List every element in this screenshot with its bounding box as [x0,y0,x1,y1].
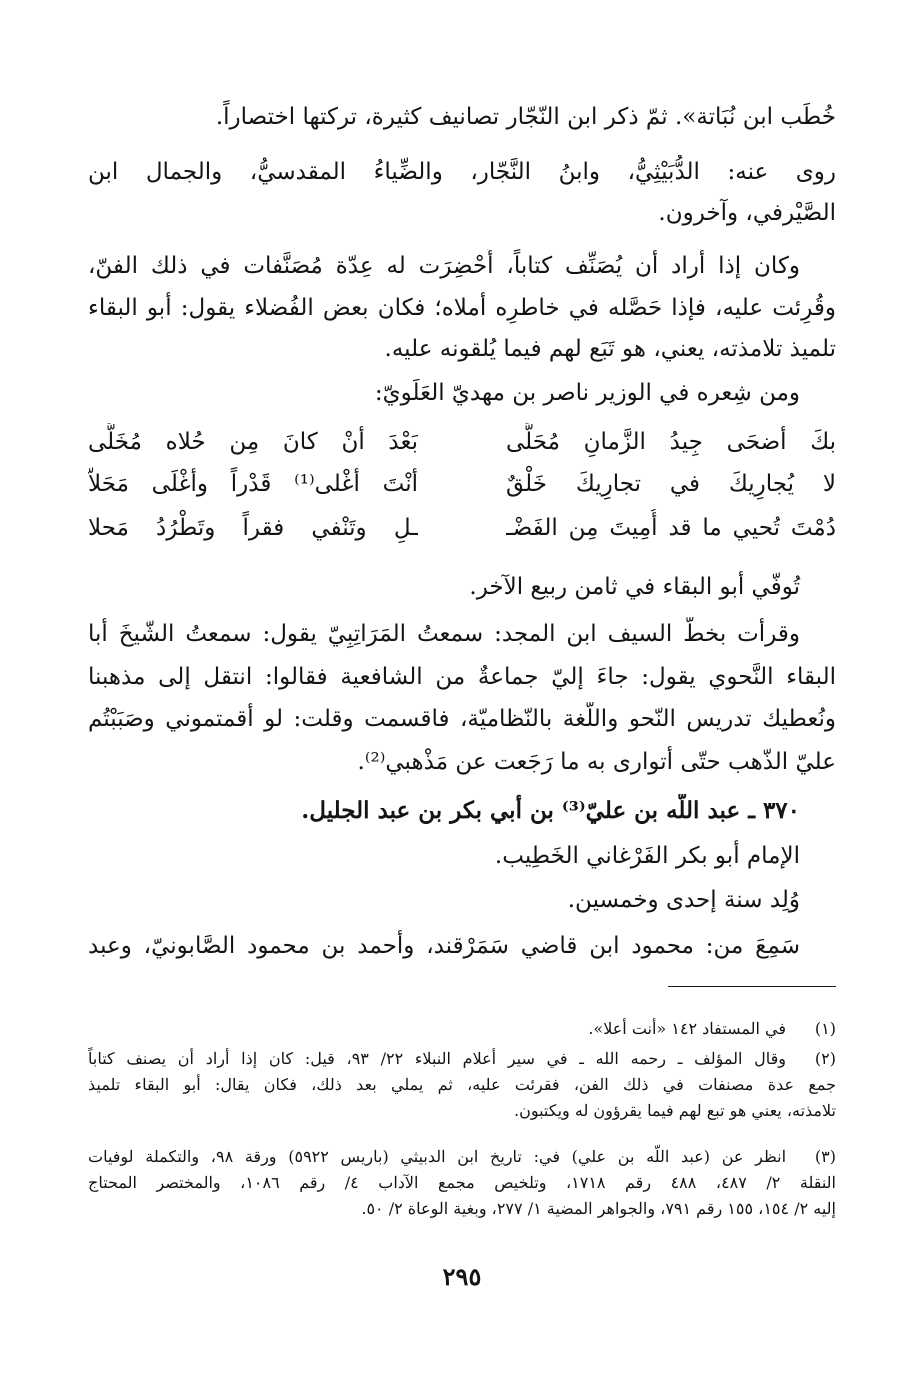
poem-verse [88,423,836,461]
footnote-text: جمع عدة مصنفات في ذلك الفن، فقرئت عليه، ثم يملي بعد ذلك، فكان يقال: أبو البقاء تلميذ [88,1075,836,1094]
poem-verse [88,509,836,547]
footnote-number: (٢) [814,1049,836,1068]
body-line: وكان إذا أراد أن يُصَنِّف كتاباً، أُحْضِرَت له عِدّة مُصَنَّفات في ذلك الفنّ، [88,253,800,279]
body-line: ونُعطيك تدريس النّحو واللّغة بالنّظاميّة، فاقسمت وقلت: لو أقمتموني وصَبَبْتُم [88,706,836,732]
verse-first-hemistich: لا يُجارِيكَ في تجارِيكَ خَلْقٌ [506,471,836,497]
footnote [88,1144,836,1224]
body-line: روى عنه: الدُّبَيْثِيُّ، وابنُ النَّجّار، والضِّياءُ المقدسيُّ، والجمال ابن [88,159,836,185]
body-line: ومن شِعره في الوزير ناصر بن مهديّ العَلَويّ: [374,380,800,406]
verse-second-hemistich: بَعْدَ أنْ كانَ مِن حُلاه مُخَلَّى [88,429,418,455]
page-number: ٢٩٥ [442,1262,482,1291]
verse-first-hemistich: دُمْتَ تُحيي ما قد أُمِيتَ مِن الفَضْـ [506,515,836,541]
footnote [88,1046,836,1126]
poem-verse [88,465,836,503]
footnote-text: إليه ٢/ ١٥٤، ١٥٥ رقم ٧٩١، والجواهر المضية ١/ ٢٧٧، وبغية الوعاة ٢/ ٥٠. [361,1199,836,1218]
body-line: الإمام أبو بكر الفَرْغاني الخَطِيب. [494,843,800,869]
body-line: عليّ الذّهب حتّى أتوارى به ما رَجَعت عن مَذْهبي⁽²⁾. [357,749,836,775]
footnote-text: في المستفاد ١٤٢ «أنت أعلا». [588,1019,786,1038]
body-line: البقاء النَّحوي يقول: جاءَ إليّ جماعةٌ من الشافعية فقالوا: انتقل إلى مذهبنا [88,664,836,690]
verse-first-hemistich: بكَ أضحَى جِيدُ الزَّمانِ مُحَلَّى [506,429,836,455]
footnote-text: انظر عن (عبد اللّه بن علي) في: تاريخ ابن الدبيثي (باريس ٥٩٢٢) ورقة ٩٨، والتكملة لوفيات [88,1147,786,1166]
footnote-text: تلامذته، يعني هو تبع لهم فيما يقرؤون له ويكتبون. [514,1101,836,1120]
verse-second-hemistich: ـلِ وتَنْفي فقراً وتَطْرُدُ مَحلا [88,515,418,541]
body-line: وقُرِئت عليه، فإذا حَصَّله في خاطرِه أملاه؛ فكان بعض الفُضلاء يقول: أبو البقاء [88,295,836,321]
footnote-separator [668,986,836,987]
entry-heading: ٣٧٠ ـ عبد اللّه بن عليّ⁽³⁾ بن أبي بكر بن عبد الجليل. [301,797,800,824]
body-line: وقرأت بخطّ السيف ابن المجد: سمعتُ المَرَاتِبِيّ يقول: سمعتُ الشّيخَ أبا [88,621,800,647]
body-line: الصَّيْرفي، وآخرون. [658,200,836,226]
footnote [88,1016,836,1042]
body-line: وُلِد سنة إحدى وخمسين. [567,887,800,913]
footnote-number: (١) [814,1019,836,1038]
body-line: تُوفّي أبو البقاء في ثامن ربيع الآخر. [469,574,800,600]
body-line: سَمِعَ من: محمود ابن قاضي سَمَرْقند، وأحمد بن محمود الصَّابونيّ، وعبد [88,933,800,959]
body-line: تلميذ تلامذته، يعني، هو تَبَع لهم فيما يُلقونه عليه. [384,336,836,362]
footnote-number: (٣) [814,1147,836,1166]
verse-second-hemistich: أنْتَ أغْلى⁽¹⁾ قَدْراً وأغْلَى مَحَلاّ [88,471,418,497]
body-line: خُطَب ابن نُبَاتة». ثمّ ذكر ابن النّجّار تصانيف كثيرة، تركتها اختصاراً. [215,104,836,130]
footnote-text: النقلة ٢/ ٤٨٧، ٤٨٨ رقم ١٧١٨، وتلخيص مجمع الآداب ٤/ رقم ١٠٨٦، والمختصر المحتاج [88,1173,836,1192]
footnote-text: وقال المؤلف ـ رحمه الله ـ في سير أعلام النبلاء ٢٢/ ٩٣، قيل: كان إذا أراد أن يصنف كتاباً [88,1049,786,1068]
